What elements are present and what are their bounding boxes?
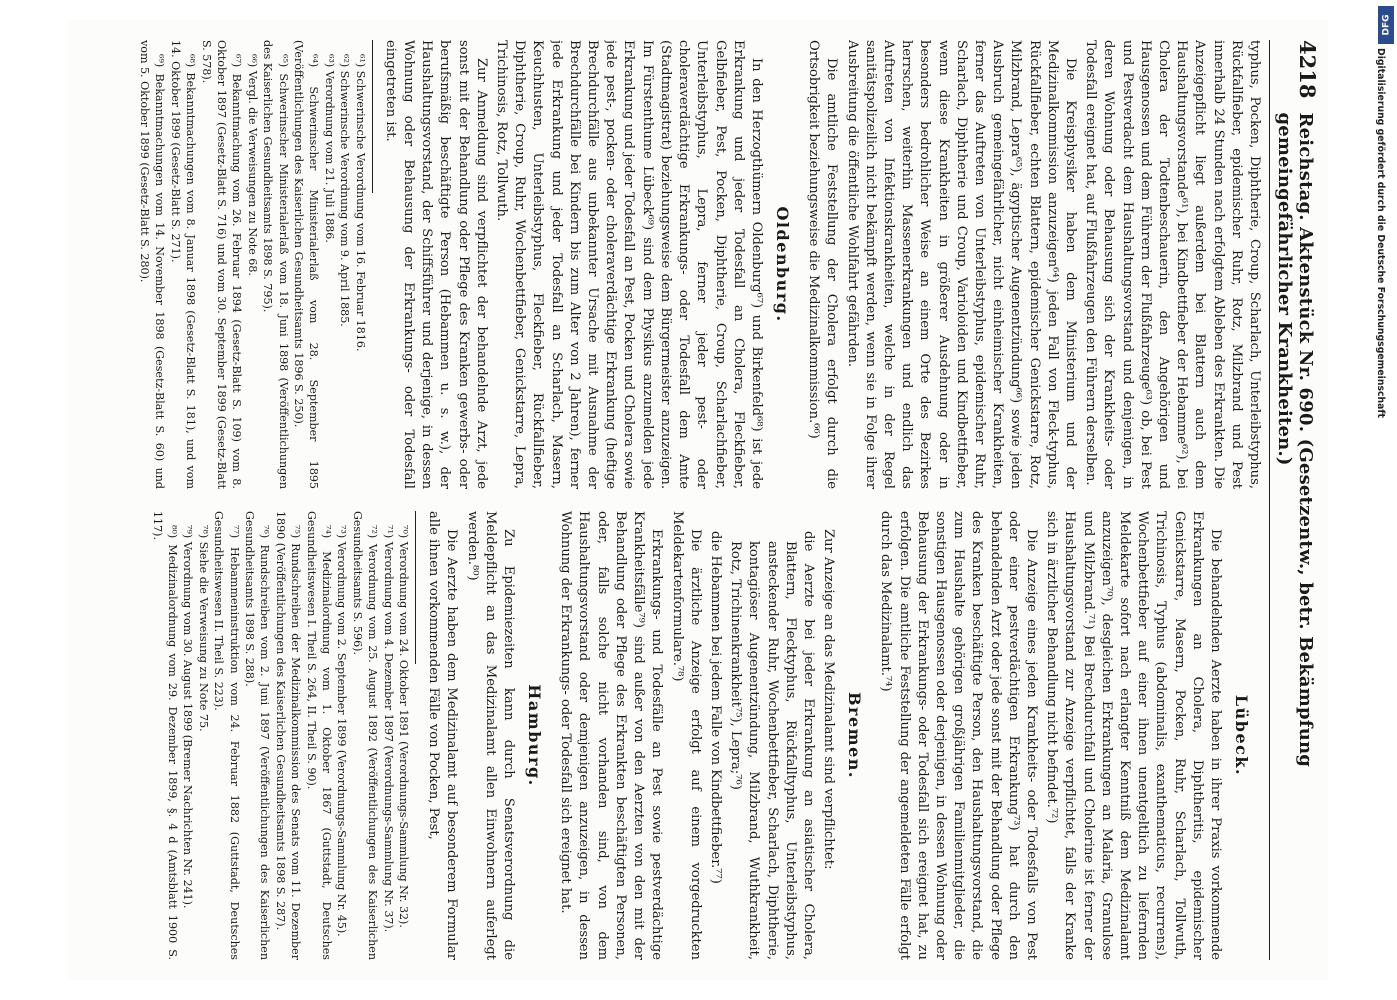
footnote: ⁷⁶) Rundschreiben vom 2. Juni 1897 (Veröffentlichungen des Kaiserlichen Gesundheitsamts 1898 S. 288). (243, 511, 272, 960)
footnotes (137, 40, 368, 489)
rotated-document-page (68, 20, 1328, 980)
paragraph: Die ärztliche Anzeige erfolgt auf einem vorgedruckten Meldekartenformulare.⁷⁸) (669, 511, 703, 960)
footnote: ⁷³) Verordnung vom 2. September 1899 (Verordnungs-Sammlung Nr. 45). (335, 525, 349, 937)
page-header (1269, 40, 1320, 960)
left-column (83, 40, 1263, 489)
section-heading-luebeck: Lübeck. (1232, 694, 1251, 777)
footnote: ⁶⁹) Bekanntmachungen vom 14. November 1898 (Gesetz-Blatt S. 60) und vom 5. Oktober 1899 (Gesetz-Blatt S. 280). (137, 40, 167, 489)
right-column (83, 511, 1263, 960)
paragraph: Zur Anmeldung sind verpflichtet der behandelnde Arzt, jede sonst mit der Behandlung oder Pflege des Kranken gewerbs- oder berufsmäßig beschäftigte Person (Hebammen u. s. w.), der Haushaltungsvorstand, der Schiffsführer und derjenige, in dessen Wohnung oder Behausung der Erkrankungs- oder Todesfall eingetreten ist. (382, 40, 489, 489)
footnote-rule (372, 40, 373, 193)
paragraph: In den Herzogthümern Oldenburg⁶⁷) und Birkenfeld⁶⁸) ist jede Erkrankung und jeder Todesfall an Cholera, Fleckfieber, Gelbfieber, Pest, Pocken, Diphtherie, Croup, Scharlachfieber, Unterleibstyphus, Lepra, ferner jeder pest- oder choleraverdächtige Erkrankungs- oder Todesfall dem Amte (Stadtmagistrat) beziehungsweise dem Bürgermeister anzuzeigen. Im Fürstenthume Lübeck⁶⁹) sind dem Physikus anzumelden jede Erkrankung und jeder Todesfall an Pest, Pocken und Cholera sowie jede pest-, pocken- oder choleraverdächtige Erkrankung (heftige Brechdurchfälle aus unbekannter Ursache mit Ausnahme der Brechdurchfälle bei Kindern bis zum Alter von 2 Jahren), ferner jede Erkrankung und jeder Todesfall an Scharlach, Masern, Keuchhusten, Unterleibstyphus, Fleckfieber, Rückfallfieber, Diphtherie, Croup, Ruhr, Wochenbettfieber, Genickstarre, Lepra, Trichinosis, Rotz, Tollwuth. (494, 40, 764, 489)
footnote: ⁶⁶) Vergl. die Verweisungen zu Note 68. (245, 54, 259, 276)
section-heading-hamburg: Hamburg. (525, 684, 545, 787)
footnote: ⁷⁰) Verordnung vom 24. Oktober 1891 (Verordnungs-Sammlung Nr. 32). (397, 525, 411, 928)
footnote: ⁷¹) Verordnung vom 4. Dezember 1897 (Verordnungs-Sammlung Nr. 37). (381, 525, 395, 933)
footnote-rule (415, 511, 416, 664)
footnote: ⁷⁷) Hebammeninstruktion vom 24. Februar 1882 (Guttstadt, Deutsches Gesundheitswesen II. Theil S. 223). (212, 511, 241, 960)
footnote: ⁶³) Verordnung vom 21. Juli 1886. (322, 54, 336, 243)
footnote: ⁶¹) Schwerinsche Verordnung vom 16. Februar 1816. (353, 54, 367, 352)
section-heading-oldenburg: Oldenburg. (772, 206, 792, 323)
footnote: ⁶⁴) Schwerinscher Ministerialerlaß vom 28. September 1895 (Veröffentlichungen des Kaiserlichen Gesundheitsamts 1896 S. 250). (292, 40, 321, 489)
paragraph: Zu Epidemiezeiten kann durch Senatsverordnung die Meldepflicht an das Medizinalamt allen Einwohnern auferlegt werden.⁸⁰) (464, 511, 517, 960)
digitization-sidebar (1375, 0, 1397, 1000)
page-number: 4218 (1295, 40, 1320, 99)
list-item: die Hebammen bei jedem Falle von Kindbettfieber.⁷⁷) (707, 531, 723, 884)
footnote: ⁸⁰) Medizinalordnung vom 29. Dezember 1899, §. 4 d (Amtsblatt 1900 S. 117). (150, 511, 179, 960)
text-columns (83, 40, 1263, 960)
footnotes (149, 511, 411, 960)
paragraph: Erkrankungs- und Todesfälle an Pest sowie pestverdächtige Krankheitsfälle⁷⁹) sind außer von den Aerzten von den mit der Behandlung oder Pflege des Erkrankten beschäftigten Personen, oder, falls solche nicht vorhanden sind, von dem Haushaltungsvorstand oder demjenigen anzuzeigen, in dessen Wohnung der Erkrankungs- oder Todesfall sich ereignet hat. (558, 511, 665, 960)
paragraph: Die Aerzte haben dem Medizinalamt auf besonderem Formular alle ihnen vorkommenden Fälle von Pocken, Pest, (426, 511, 460, 960)
paragraph: Die Kreisphysiker haben dem Ministerium und der Medizinalkommission anzuzeigen⁶⁴) jeden Fall von Fleck-typhus, Rückfallfieber, echten Blattern, epidemischer Genickstarre, Rotz, Milzbrand, Lepra⁶⁵), ägyptischer Augenentzündung⁶⁶) sowie jeden Ausbruch gemeingefährlicher, nicht einheimischer Krankheiten, ferner das Auftreten von Unterleibstyphus, epidemischer Ruhr, Scharlach, Diphtherie und Croup, Varioloiden und Kindbettfieber, wenn diese Krankheiten in größerer Ausdehnung oder in besonders bedrohlicher Weise an einem Orte des Bezirkes herrschen, weiterhin Massenerkrankungen und endlich das Auftreten von Infektionskrankheiten, welche in der Regel sanitätspolizeilich nicht bekämpft werden, wenn sie in Folge ihrer Ausbreitung die öffentliche Wohlfahrt gefährden. (844, 40, 1078, 489)
section-heading-bremen: Bremen. (845, 692, 865, 779)
paragraph: Zur Anzeige an das Medizinalamt sind verpflichtet: (821, 529, 837, 870)
footnote: ⁶²) Schwerinsche Verordnung vom 9. April 1885. (338, 54, 352, 327)
list-item: die Aerzte bei jeder Erkrankung an asiatischer Cholera, Blattern, Flecktyphus, Rückfalltyphus, Unterleibstyphus, ansteckender Ruhr, Wochenbettfieber, Scharlach, Diphtherie, kontagiöser Augenentzündung, Milzbrand, Wuthkrankheit, Rotz, Trichinenkrankheit⁷⁵), Lepra;⁷⁶) (728, 531, 816, 960)
paragraph: Die Anzeige eines jeden Krankheits- oder Todesfalls von Pest oder einer pestverdächtigen Erkrankung⁷³) hat durch den behandelnden Arzt oder jede sonst mit der Behandlung oder Pflege des Kranken beschäftigte Person, den Haushaltungsvorstand, die zum Haushalte gehörigen großjährigen Familienmitglieder, die sonstigen Hausgenossen oder derjenigen, in dessen Wohnung oder Behausung der Erkrankungs- oder Todesfall sich ereignet hat, zu erfolgen. Die amtliche Feststellung der angemeldeten Fälle erfolgt durch das Medizinalamt.⁷⁴) (878, 511, 1039, 960)
funding-credit: Digitalisierung gefördert durch die Deutsche Forschungsgemeinschaft (1375, 48, 1386, 418)
footnote: ⁷²) Verordnung vom 25. August 1892 (Veröffentlichungen des Kaiserlichen Gesundheitsamts S. 596). (350, 511, 380, 960)
footnote: ⁷⁴) Medizinalordnung vom 1. Oktober 1867 (Guttstadt, Deutsches Gesundheitswesen I. Theil S. 264, II. Theil S. 90). (304, 511, 334, 960)
paragraph: typhus, Pocken, Diphtherie, Croup, Scharlach, Unterleibstyphus, Rückfallfieber, epidemischer Ruhr, Rotz, Milzbrand und Pest innerhalb 24 Stunden nach erfolgtem Ableben des Erkrankten. Die Anzeigepflicht liegt außerdem bei Blattern auch dem Haushaltungsvorstande⁶¹), bei Kindbettfieber der Hebamme⁶²), bei Cholera der Todtenbeschauerin, den Angehörigen und Hausgenossen und dem Führern der Flußfahrzeuge⁶³) ob, bei Pest und Pestverdacht dem Haushaltungsvorstand und denjenigen, in deren Wohnung oder Behausung sich der Krankheits- oder Todesfall ereignet hat, auf Flußfahrzeugen den Führern derselben. (1083, 40, 1262, 489)
paragraph: Die behandelnden Aerzte haben in ihrer Praxis vorkommende Erkrankungen an Cholera, Diphtheritis, epidemischer Genickstarre, Masern, Pocken, Ruhr, Scharlach, Tollwuth, Trichinosis, Typhus (abdominalis, exanthematicus, recurrens), Wochenbettfieber auf einer ihnen unentgeltlich zu liefernden Meldekarte sofort nach erlangter Kenntniß dem Medizinalamt anzuzeigen⁷⁰), desgleichen Erkrankungen an Malaria, Granulose und Milzbrand.⁷¹) Bei Brechdurchfall und Cholerine ist ferner der Haushaltungsvorstand zur Anzeige verpflichtet, falls der Kranke sich in ärztlicher Behandlung nicht befindet.⁷²) (1044, 511, 1223, 960)
paragraph: Die amtliche Feststellung der Cholera erfolgt durch die Ortsobrigkeit beziehungsweise die Medizinalkommission.⁶⁶) (806, 40, 840, 489)
footnote: ⁶⁷) Bekanntmachung vom 26. Februar 1894 (Gesetz-Blatt S. 109) vom 8. Oktober 1897 (Gesetz-Blatt S. 716) und vom 30. September 1899 (Gesetz-Blatt S. 578). (199, 40, 244, 489)
footnote: ⁶⁸) Bekanntmachungen vom 8. Januar 1898 (Gesetz-Blatt S. 181), und vom 14. Oktober 1899 (Gesetz-Blatt S. 271). (168, 40, 198, 489)
page-title: Reichstag. Aktenstück Nr. 690. (Gesetzentw., betr. Bekämpfung gemeingefährlicher Krankheiten.) (1274, 112, 1316, 768)
footnote: ⁷⁹) Verordnung vom 30. August 1899 (Bremer Nachrichten Nr. 241). (181, 525, 195, 909)
footnote: ⁶⁵) Schwerinscher Ministerialerlaß vom 18. Juni 1898 (Veröffentlichungen des Kaiserlichen Gesundheitsamts 1898 S. 795). (261, 40, 290, 489)
footnote: ⁷⁸) Siehe die Verweisung zu Note 75. (196, 525, 210, 732)
footnote: ⁷⁵) Rundschreiben der Medizinalkommission des Senats vom 11. Dezember 1890 (Veröffentlichungen des Kaiserlichen Gesundheitsamts 1898 S. 287). (273, 511, 303, 960)
dfg-logo: DFG (1378, 6, 1394, 44)
obligation-list (706, 511, 817, 960)
